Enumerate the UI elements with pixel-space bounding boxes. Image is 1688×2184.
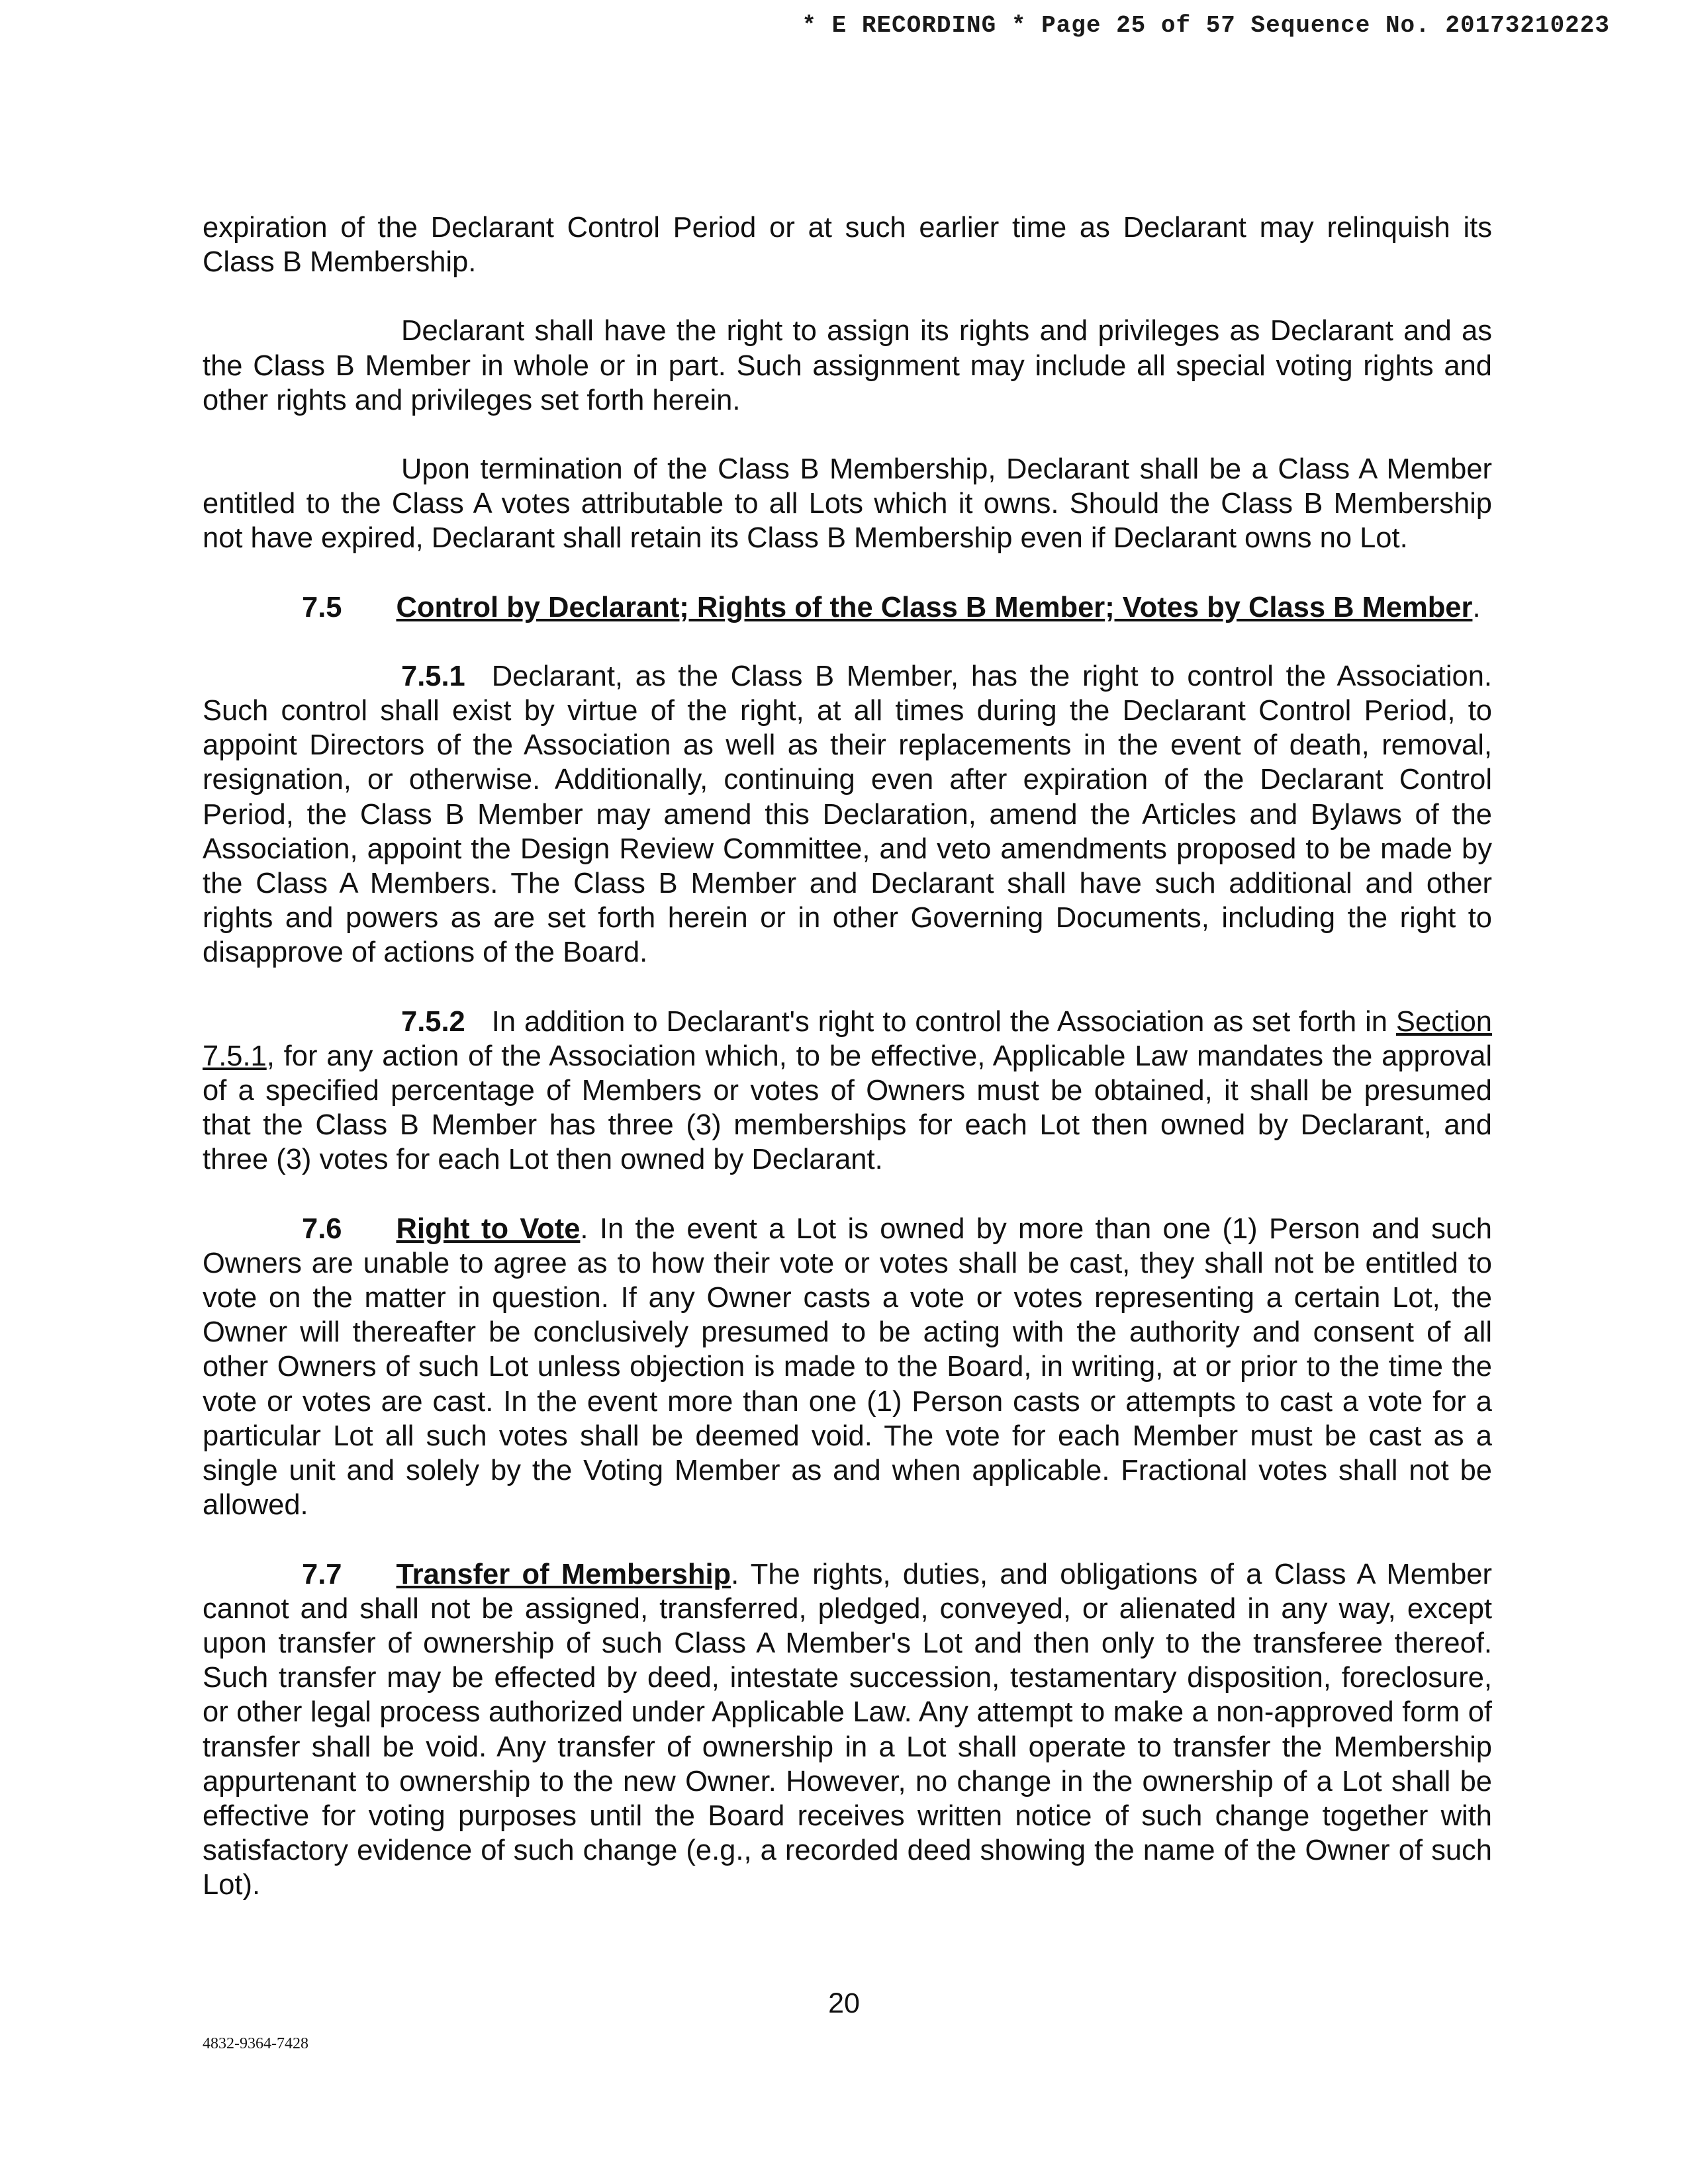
subsection-number: 7.5.1 [401,660,465,692]
section-7-7 [203,1557,1492,1903]
subsection-text-cont: , for any action of the Association which, to be effective, Applicable Law mandates the approval of a specified percentage of Members or votes of Owners must be obtained, it shall be presumed that the Class B Member has three (3) memberships for each Lot then owned by Declarant, and three (3) votes for each Lot then owned by Declarant. [203,1040,1492,1176]
recording-stamp: * E RECORDING * Page 25 of 57 Sequence No. 20173210223 [802,12,1610,39]
subsection-text: Declarant, as the Class B Member, has the right to control the Association. Such control shall exist by virtue of the right, at all times during the Declarant Control Period, to appoint Directors of the Association as well as their replacements in the event of death, removal, resignation, or otherwise. Additionally, continuing even after expiration of the Declarant Control Period, the Class B Member may amend this Declaration, amend the Articles and Bylaws of the Association, appoint the Design Review Committee, and veto amendments proposed to be made by the Class A Members. The Class B Member and Declarant shall have such additional and other rights and powers as are set forth herein or in other Governing Documents, including the right to disapprove of actions of the Board. [203,660,1492,969]
document-body [203,210,1492,1937]
section-text: . In the event a Lot is owned by more than one (1) Person and such Owners are unable to agree as to how their vote or votes shall be cast, they shall not be entitled to vote on the matter in question. If any Owner casts a vote or votes representing a certain Lot, the Owner will thereafter be conclusively presumed to be acting with the authority and consent of all other Owners of such Lot unless objection is made to the Board, in writing, at or prior to the time the vote or votes are cast. In the event more than one (1) Person casts or attempts to cast a vote for a particular Lot all such votes shall be deemed void. The vote for each Member must be cast as a single unit and solely by the Voting Member as and when applicable. Fractional votes shall not be allowed. [203,1212,1492,1522]
paragraph-assignment-rights: Declarant shall have the right to assign its rights and privileges as Declarant and as the Class B Member in whole or in part. Such assignment may include all special voting rights and other rights and privileges set forth herein. [203,315,1492,416]
section-7-5-heading [203,590,1492,625]
section-title-end: . [1472,591,1481,623]
section-7-6 [203,1212,1492,1523]
section-title: Control by Declarant; Rights of the Class B Member; Votes by Class B Member [396,591,1473,623]
page-number: 20 [828,1987,860,2019]
section-title: Right to Vote [396,1212,581,1245]
document-id: 4832-9364-7428 [203,2035,308,2052]
subsection-number: 7.5.2 [401,1005,465,1038]
paragraph-class-b-expiration: expiration of the Declarant Control Period or at such earlier time as Declarant may relinquish its Class B Membership. [203,212,1492,279]
section-7-5-2 [203,1005,1492,1177]
section-text: . The rights, duties, and obligations of a Class A Member cannot and shall not be assigned, transferred, pledged, conveyed, or alienated in any way, except upon transfer of ownership of such Class A Member's Lot and then only to the transferee thereof. Such transfer may be effected by deed, intestate succession, testamentary disposition, foreclosure, or other legal process authorized under Applicable Law. Any attempt to make a non-approved form of transfer shall be void. Any transfer of ownership in a Lot shall operate to transfer the Membership appurtenant to ownership to the new Owner. However, no change in the ownership of a Lot shall be effective for voting purposes until the Board receives written notice of such change together with satisfactory evidence of such change (e.g., a recorded deed showing the name of the Owner of such Lot). [203,1558,1492,1901]
section-number: 7.7 [302,1558,342,1590]
section-reference-link: Section 7.5.1 [203,1005,1492,1072]
section-number: 7.5 [302,591,342,623]
paragraph-termination: Upon termination of the Class B Membership, Declarant shall be a Class A Member entitled to the Class A votes attributable to all Lots which it owns. Should the Class B Membership not have expired, Declarant shall retain its Class B Membership even if Declarant owns no Lot. [203,453,1492,555]
section-number: 7.6 [302,1212,342,1245]
section-title: Transfer of Membership [396,1558,731,1590]
section-7-5-1 [203,659,1492,970]
subsection-text: In addition to Declarant's right to control the Association as set forth in [491,1005,1387,1038]
